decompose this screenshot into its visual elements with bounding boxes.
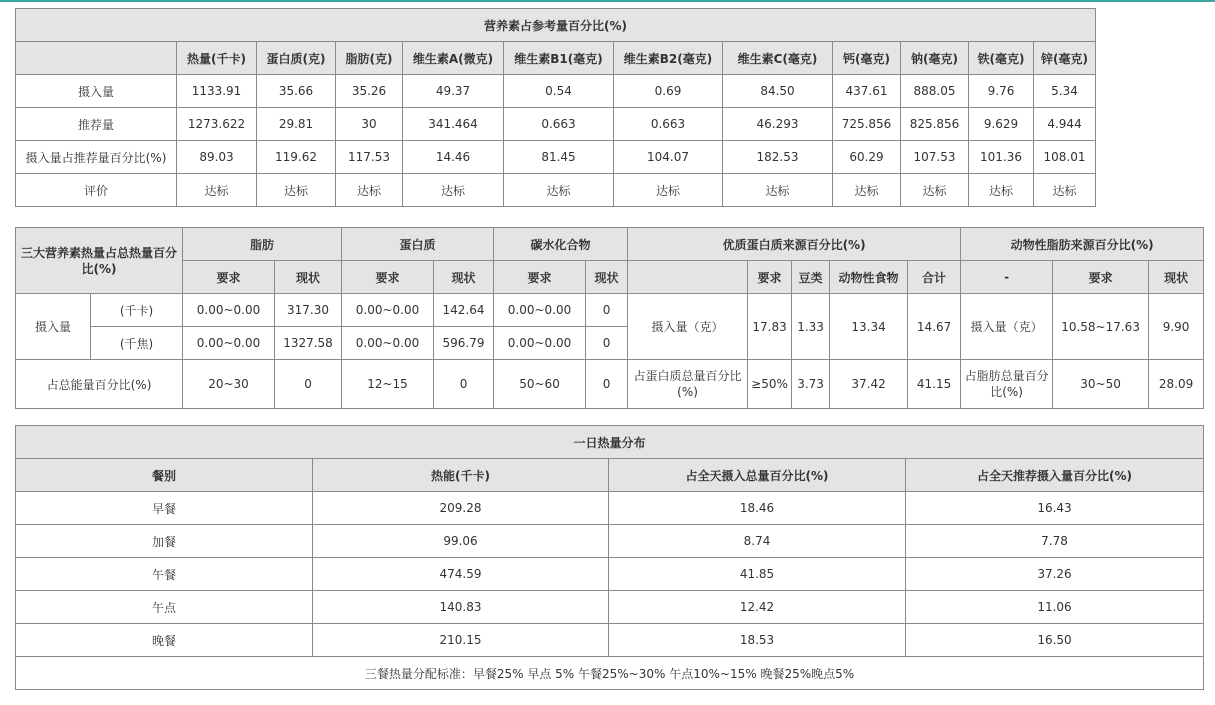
table-cell: 37.26 [906,558,1204,591]
nutrient-row-percent [16,141,1096,174]
nutrient-col-header: 维生素B2(毫克) [614,42,723,75]
qp-total-header: 合计 [908,261,961,294]
table-cell: 888.05 [901,75,969,108]
table-cell: 0.00~0.00 [183,327,275,360]
nutrient-table-title: 营养素占参考量百分比(%) [16,9,1096,42]
table-cell: 140.83 [313,591,609,624]
table-cell: 18.46 [609,492,906,525]
nutrient-col-header: 脂肪(克) [336,42,403,75]
table-cell: 1273.622 [177,108,257,141]
table-cell: 0.69 [614,75,723,108]
table-cell: 474.59 [313,558,609,591]
table-cell: 317.30 [275,294,342,327]
fat-cur-header: 现状 [275,261,342,294]
table-cell: 209.28 [313,492,609,525]
nutrient-col-header: 热量(千卡) [177,42,257,75]
nutrient-col-header: 钠(毫克) [901,42,969,75]
af-intake-label: 摄入量（克） [961,294,1053,360]
table-cell: 1327.58 [275,327,342,360]
table-cell: 725.856 [833,108,901,141]
table-row [16,624,1204,657]
nutrient-col-header: 维生素B1(毫克) [504,42,614,75]
carb-header: 碳水化合物 [494,228,628,261]
table-cell: 0 [586,327,628,360]
quality-protein-header: 优质蛋白质来源百分比(%) [628,228,961,261]
table-cell: 81.45 [504,141,614,174]
af-pct-label: 占脂肪总量百分比(%) [961,360,1053,409]
table-cell: 50~60 [494,360,586,409]
table-cell: 29.81 [257,108,336,141]
row-label: 摄入量 [16,75,177,108]
table-cell: 5.34 [1034,75,1096,108]
table-cell: 341.464 [403,108,504,141]
table-cell: 10.58~17.63 [1053,294,1149,360]
carb-cur-header: 现状 [586,261,628,294]
macro-header-row-2 [16,261,1204,294]
af-dash-header: - [961,261,1053,294]
table-cell: 4.944 [1034,108,1096,141]
qp-animal-food-header: 动物性食物 [830,261,908,294]
table-cell: 60.29 [833,141,901,174]
meal-name: 早餐 [16,492,313,525]
protein-req-header: 要求 [342,261,434,294]
protein-cur-header: 现状 [434,261,494,294]
nutrient-col-header: 锌(毫克) [1034,42,1096,75]
table-cell: 41.85 [609,558,906,591]
table-cell: 0.00~0.00 [342,294,434,327]
meal-name: 晚餐 [16,624,313,657]
daily-table-title: 一日热量分布 [16,426,1204,459]
meal-name: 午点 [16,591,313,624]
table-cell: 437.61 [833,75,901,108]
table-cell: ≥50% [748,360,792,409]
table-cell: 0.00~0.00 [494,327,586,360]
table-cell: 108.01 [1034,141,1096,174]
table-cell: 1.33 [792,294,830,360]
table-cell: 达标 [403,174,504,207]
row-label: 评价 [16,174,177,207]
table-cell: 17.83 [748,294,792,360]
meal-name: 午餐 [16,558,313,591]
carb-req-header: 要求 [494,261,586,294]
table-cell: 12~15 [342,360,434,409]
table-cell: 9.90 [1149,294,1204,360]
macro-header-row-1 [16,228,1204,261]
table-cell: 37.42 [830,360,908,409]
unit-label: (千焦) [91,327,183,360]
energy-pct-label: 占总能量百分比(%) [16,360,183,409]
qp-intake-label: 摄入量（克） [628,294,748,360]
table-cell: 达标 [723,174,833,207]
nutrient-reference-table [15,8,1096,207]
table-cell: 104.07 [614,141,723,174]
daily-col-header: 占全天摄入总量百分比(%) [609,459,906,492]
table-cell: 35.26 [336,75,403,108]
table-cell: 12.42 [609,591,906,624]
table-cell: 84.50 [723,75,833,108]
table-cell: 0.663 [614,108,723,141]
row-label: 推荐量 [16,108,177,141]
daily-col-header: 热能(千卡) [313,459,609,492]
animal-fat-header: 动物性脂肪来源百分比(%) [961,228,1204,261]
fat-header: 脂肪 [183,228,342,261]
table-cell: 825.856 [901,108,969,141]
table-cell: 20~30 [183,360,275,409]
table-cell: 达标 [1034,174,1096,207]
table-cell: 16.43 [906,492,1204,525]
table-cell: 99.06 [313,525,609,558]
table-cell: 3.73 [792,360,830,409]
table-cell: 13.34 [830,294,908,360]
daily-col-header: 餐别 [16,459,313,492]
table-cell: 16.50 [906,624,1204,657]
table-cell: 9.76 [969,75,1034,108]
table-cell: 0.00~0.00 [183,294,275,327]
table-cell: 14.67 [908,294,961,360]
nutrient-col-header: 蛋白质(克) [257,42,336,75]
table-cell: 0 [586,294,628,327]
table-cell: 46.293 [723,108,833,141]
table-cell: 596.79 [434,327,494,360]
unit-label: (千卡) [91,294,183,327]
table-cell: 7.78 [906,525,1204,558]
macro-corner-header: 三大营养素热量占总热量百分比(%) [16,228,183,294]
table-row [16,492,1204,525]
table-cell: 达标 [177,174,257,207]
table-cell: 107.53 [901,141,969,174]
table-cell: 117.53 [336,141,403,174]
table-cell: 35.66 [257,75,336,108]
nutrient-col-header: 钙(毫克) [833,42,901,75]
table-cell: 30~50 [1053,360,1149,409]
nutrient-row-intake [16,75,1096,108]
nutrient-col-header: 维生素C(毫克) [723,42,833,75]
table-cell: 0 [434,360,494,409]
nutrient-header-corner [16,42,177,75]
table-cell: 119.62 [257,141,336,174]
af-cur-header: 现状 [1149,261,1204,294]
meal-name: 加餐 [16,525,313,558]
table-cell: 达标 [833,174,901,207]
table-cell: 达标 [336,174,403,207]
table-cell: 101.36 [969,141,1034,174]
nutrient-row-recommended [16,108,1096,141]
table-cell: 28.09 [1149,360,1204,409]
macronutrient-table [15,227,1204,409]
intake-label: 摄入量 [16,294,91,360]
table-cell: 0.663 [504,108,614,141]
table-cell: 8.74 [609,525,906,558]
af-req-header: 要求 [1053,261,1149,294]
daily-col-header: 占全天推荐摄入量百分比(%) [906,459,1204,492]
table-cell: 达标 [901,174,969,207]
table-row [16,525,1204,558]
table-cell: 0 [275,360,342,409]
nutrient-row-evaluation [16,174,1096,207]
table-cell: 18.53 [609,624,906,657]
table-cell: 0.00~0.00 [494,294,586,327]
table-cell: 0.00~0.00 [342,327,434,360]
table-cell: 0.54 [504,75,614,108]
table-cell: 达标 [257,174,336,207]
macro-row-kcal [16,294,1204,327]
nutrient-header-row [16,42,1096,75]
table-cell: 0 [586,360,628,409]
fat-req-header: 要求 [183,261,275,294]
nutrient-col-header: 铁(毫克) [969,42,1034,75]
table-cell: 30 [336,108,403,141]
table-cell: 182.53 [723,141,833,174]
qp-soy-header: 豆类 [792,261,830,294]
qp-req-header: 要求 [748,261,792,294]
qp-pct-label: 占蛋白质总量百分比(%) [628,360,748,409]
table-cell: 达标 [504,174,614,207]
table-cell: 210.15 [313,624,609,657]
table-row [16,558,1204,591]
table-row [16,591,1204,624]
calorie-standard-note: 三餐热量分配标准：早餐25% 早点 5% 午餐25%~30% 午点10%~15% 晚餐25%晚点5% [16,657,1204,690]
nutrient-col-header: 维生素A(微克) [403,42,504,75]
macro-row-energy-pct [16,360,1204,409]
protein-header: 蛋白质 [342,228,494,261]
top-accent-line [0,0,1215,2]
table-cell: 9.629 [969,108,1034,141]
table-cell: 1133.91 [177,75,257,108]
daily-calorie-table [15,425,1204,690]
daily-header-row [16,459,1204,492]
table-cell: 11.06 [906,591,1204,624]
table-cell: 达标 [614,174,723,207]
table-cell: 49.37 [403,75,504,108]
table-cell: 41.15 [908,360,961,409]
qp-blank-header [628,261,748,294]
table-cell: 142.64 [434,294,494,327]
table-cell: 达标 [969,174,1034,207]
table-cell: 89.03 [177,141,257,174]
table-cell: 14.46 [403,141,504,174]
row-label: 摄入量占推荐量百分比(%) [16,141,177,174]
